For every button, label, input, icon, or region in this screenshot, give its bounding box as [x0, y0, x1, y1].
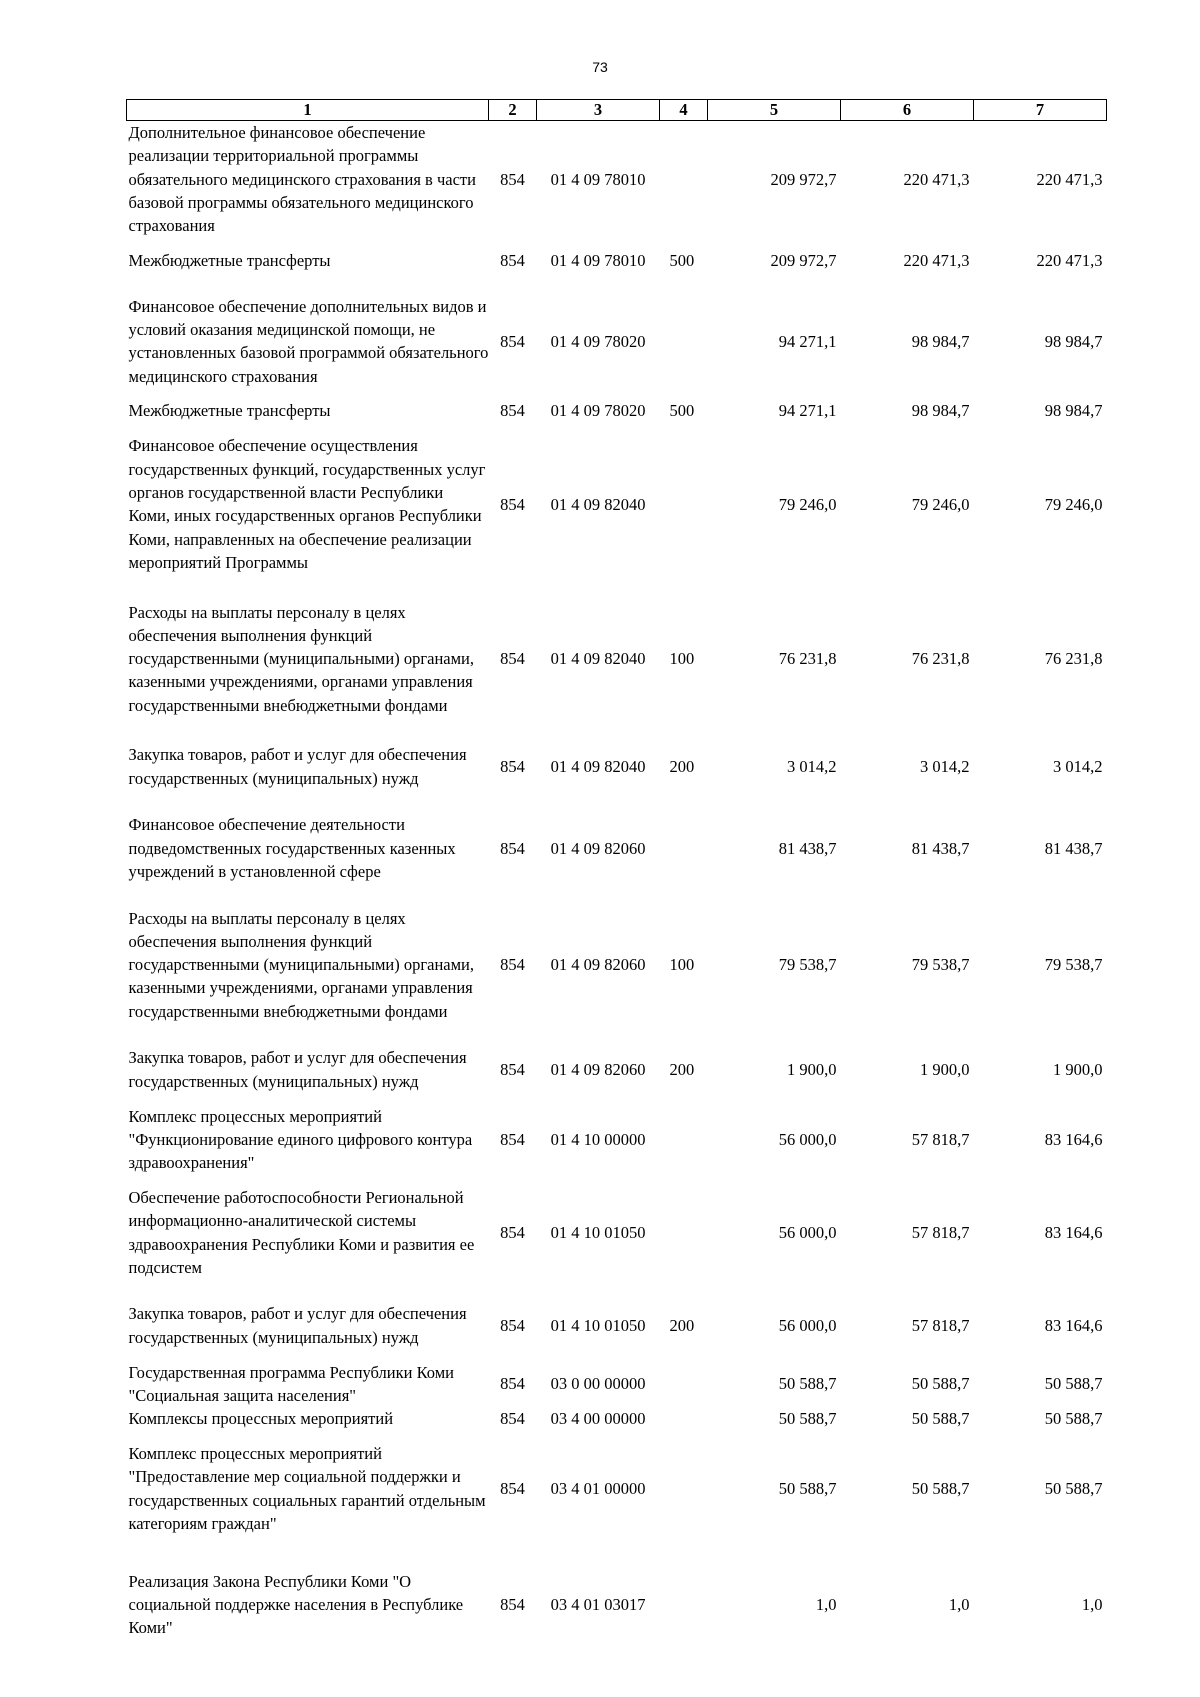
row-target-article: 01 4 09 78020 [550, 331, 646, 351]
row-target-article: 01 4 09 82060 [550, 1060, 646, 1080]
row-sum-year-3: 50 588,7 [1044, 1409, 1103, 1429]
row-expense-type: 100 [669, 955, 695, 975]
row-description: Финансовое обеспечение дополнительных видов и условий оказания медицинской помощи, не установленных базовой программой обязательного медицинского страхования [128, 296, 489, 386]
row-description: Закупка товаров, работ и услуг для обеспечения государственных (муниципальных) нужд [128, 1304, 467, 1347]
row-expense-type: 200 [669, 757, 695, 777]
row-sum-year-3: 83 164,6 [1044, 1316, 1103, 1336]
table-row [127, 1547, 1107, 1663]
row-sum-year-1: 50 588,7 [778, 1374, 837, 1394]
row-target-article: 03 4 01 03017 [550, 1595, 646, 1615]
row-admin-code: 854 [500, 1223, 525, 1243]
row-description: Закупка товаров, работ и услуг для обеспечения государственных (муниципальных) нужд [128, 1048, 467, 1091]
table-row [127, 283, 1107, 399]
column-header-1: 1 [127, 100, 489, 121]
row-sum-year-3: 79 246,0 [1044, 494, 1103, 514]
table-row [127, 586, 1107, 732]
row-description: Обеспечение работоспособности Региональной информационно-аналитической системы здравоохранения Республики Коми и развития ее подсистем [128, 1188, 475, 1278]
row-expense-type [660, 1407, 708, 1430]
row-expense-type: 200 [669, 1060, 695, 1080]
row-sum-year-3: 220 471,3 [1036, 169, 1103, 189]
row-sum-year-2: 79 538,7 [911, 955, 970, 975]
row-sum-year-3: 50 588,7 [1044, 1374, 1103, 1394]
row-sum-year-2: 220 471,3 [903, 169, 970, 189]
row-admin-code: 854 [500, 1130, 525, 1150]
row-sum-year-2: 81 438,7 [911, 838, 970, 858]
row-admin-code: 854 [500, 838, 525, 858]
row-expense-type: 500 [669, 250, 695, 270]
row-sum-year-1: 79 538,7 [778, 955, 837, 975]
row-description: Дополнительное финансовое обеспечение реализации территориальной программы обязательного медицинского страхования в части базовой программы обязательного медицинского страхования [128, 123, 476, 236]
row-sum-year-1: 1 900,0 [787, 1060, 837, 1080]
row-sum-year-3: 220 471,3 [1036, 250, 1103, 270]
row-expense-type [660, 283, 708, 399]
row-sum-year-3: 83 164,6 [1044, 1130, 1103, 1150]
row-target-article: 01 4 09 78010 [550, 169, 646, 189]
row-description: Межбюджетные трансферты [128, 401, 331, 421]
row-sum-year-2: 50 588,7 [911, 1374, 970, 1394]
row-sum-year-3: 76 231,8 [1044, 649, 1103, 669]
row-sum-year-1: 1,0 [815, 1595, 837, 1615]
row-sum-year-3: 98 984,7 [1044, 331, 1103, 351]
row-sum-year-2: 76 231,8 [911, 649, 970, 669]
row-sum-year-3: 98 984,7 [1044, 401, 1103, 421]
row-admin-code: 854 [500, 649, 525, 669]
row-sum-year-1: 94 271,1 [778, 401, 837, 421]
row-description: Финансовое обеспечение осуществления государственных функций, государственных услуг органов государственной власти Республики Коми, иных государственных органов Республики Коми, направленных на обеспечение реализации мероприятий Программы [128, 436, 486, 572]
row-expense-type [660, 1361, 708, 1408]
row-admin-code: 854 [500, 331, 525, 351]
row-sum-year-1: 50 588,7 [778, 1409, 837, 1429]
row-description: Межбюджетные трансферты [128, 250, 331, 270]
table-row [127, 237, 1107, 283]
row-admin-code: 854 [500, 250, 525, 270]
row-target-article: 03 4 00 00000 [550, 1409, 646, 1429]
row-sum-year-3: 79 538,7 [1044, 955, 1103, 975]
row-target-article: 01 4 10 01050 [550, 1223, 646, 1243]
budget-table [126, 99, 1107, 1663]
table-row [127, 121, 1107, 238]
row-target-article: 01 4 09 78010 [550, 250, 646, 270]
table-row [127, 732, 1107, 802]
row-target-article: 01 4 10 00000 [550, 1130, 646, 1150]
row-sum-year-1: 94 271,1 [778, 331, 837, 351]
row-sum-year-1: 76 231,8 [778, 649, 837, 669]
column-header-2: 2 [489, 100, 537, 121]
column-header-4: 4 [660, 100, 708, 121]
row-admin-code: 854 [500, 757, 525, 777]
row-description: Комплексы процессных мероприятий [128, 1409, 394, 1429]
table-row [127, 802, 1107, 895]
table-header-row [127, 100, 1107, 121]
row-sum-year-1: 50 588,7 [778, 1479, 837, 1499]
row-sum-year-2: 3 014,2 [920, 757, 970, 777]
row-admin-code: 854 [500, 494, 525, 514]
row-admin-code: 854 [500, 1374, 525, 1394]
table-row [127, 1431, 1107, 1547]
row-target-article: 01 4 09 82040 [550, 494, 646, 514]
table-row [127, 423, 1107, 586]
row-expense-type [660, 802, 708, 895]
row-description: Комплекс процессных мероприятий "Предоставление мер социальной поддержки и государственных социальных гарантий отдельным категориям граждан" [128, 1444, 486, 1533]
row-description: Расходы на выплаты персоналу в целях обеспечения выполнения функций государственными (муниципальными) органами, казенными учреждениями, органами управления государственными внебюджетными фондами [128, 602, 475, 715]
row-admin-code: 854 [500, 1479, 525, 1499]
row-admin-code: 854 [500, 955, 525, 975]
row-sum-year-3: 1,0 [1081, 1595, 1103, 1615]
column-header-7: 7 [974, 100, 1107, 121]
row-sum-year-2: 57 818,7 [911, 1130, 970, 1150]
row-description: Расходы на выплаты персоналу в целях обеспечения выполнения функций государственными (муниципальными) органами, казенными учреждениями, органами управления государственными внебюджетными фондами [128, 908, 475, 1021]
table-row [127, 1175, 1107, 1291]
row-sum-year-1: 81 438,7 [778, 838, 837, 858]
row-target-article: 01 4 09 82040 [550, 649, 646, 669]
row-sum-year-2: 98 984,7 [911, 401, 970, 421]
row-description: Финансовое обеспечение деятельности подведомственных государственных казенных учреждений в установленной сфере [128, 815, 456, 881]
row-sum-year-2: 79 246,0 [911, 494, 970, 514]
row-expense-type: 200 [669, 1316, 695, 1336]
row-description: Закупка товаров, работ и услуг для обеспечения государственных (муниципальных) нужд [128, 745, 467, 788]
row-target-article: 01 4 09 78020 [550, 401, 646, 421]
row-sum-year-2: 98 984,7 [911, 331, 970, 351]
table-row [127, 1361, 1107, 1408]
table-row [127, 399, 1107, 422]
row-target-article: 03 4 01 00000 [550, 1479, 646, 1499]
row-description: Государственная программа Республики Коми "Социальная защита населения" [128, 1362, 454, 1406]
row-admin-code: 854 [500, 401, 525, 421]
row-expense-type: 100 [669, 649, 695, 669]
row-target-article: 03 0 00 00000 [550, 1374, 646, 1394]
page-number: 73 [592, 59, 608, 75]
row-expense-type [660, 121, 708, 238]
table-row [127, 1407, 1107, 1430]
column-header-3: 3 [537, 100, 660, 121]
row-expense-type: 500 [669, 401, 695, 421]
row-sum-year-1: 56 000,0 [778, 1316, 837, 1336]
row-sum-year-2: 50 588,7 [911, 1409, 970, 1429]
row-sum-year-1: 56 000,0 [778, 1223, 837, 1243]
row-sum-year-1: 209 972,7 [770, 169, 837, 189]
row-target-article: 01 4 09 82060 [550, 838, 646, 858]
row-sum-year-2: 1,0 [948, 1595, 970, 1615]
row-expense-type [660, 1105, 708, 1175]
row-sum-year-3: 50 588,7 [1044, 1479, 1103, 1499]
row-sum-year-2: 1 900,0 [920, 1060, 970, 1080]
row-admin-code: 854 [500, 169, 525, 189]
row-sum-year-3: 1 900,0 [1053, 1060, 1103, 1080]
column-header-6: 6 [841, 100, 974, 121]
row-sum-year-1: 3 014,2 [787, 757, 837, 777]
row-admin-code: 854 [500, 1595, 525, 1615]
row-admin-code: 854 [500, 1409, 525, 1429]
table-row [127, 895, 1107, 1035]
row-sum-year-2: 57 818,7 [911, 1223, 970, 1243]
row-target-article: 01 4 10 01050 [550, 1316, 646, 1336]
row-sum-year-3: 83 164,6 [1044, 1223, 1103, 1243]
row-expense-type [660, 1175, 708, 1291]
row-target-article: 01 4 09 82040 [550, 757, 646, 777]
row-description: Реализация Закона Республики Коми "О социальной поддержке населения в Республике Коми" [128, 1571, 464, 1638]
table-row [127, 1105, 1107, 1175]
row-expense-type [660, 423, 708, 586]
row-expense-type [660, 1547, 708, 1663]
row-expense-type [660, 1431, 708, 1547]
row-admin-code: 854 [500, 1060, 525, 1080]
row-sum-year-2: 220 471,3 [903, 250, 970, 270]
row-admin-code: 854 [500, 1316, 525, 1336]
table-row [127, 1035, 1107, 1105]
column-header-5: 5 [708, 100, 841, 121]
row-target-article: 01 4 09 82060 [550, 955, 646, 975]
row-sum-year-1: 56 000,0 [778, 1130, 837, 1150]
row-sum-year-2: 57 818,7 [911, 1316, 970, 1336]
row-sum-year-3: 3 014,2 [1053, 757, 1103, 777]
row-sum-year-2: 50 588,7 [911, 1479, 970, 1499]
row-sum-year-1: 209 972,7 [770, 250, 837, 270]
row-sum-year-3: 81 438,7 [1044, 838, 1103, 858]
row-description: Комплекс процессных мероприятий "Функционирование единого цифрового контура здравоохранения" [128, 1106, 473, 1173]
table-row [127, 1291, 1107, 1361]
row-sum-year-1: 79 246,0 [778, 494, 837, 514]
